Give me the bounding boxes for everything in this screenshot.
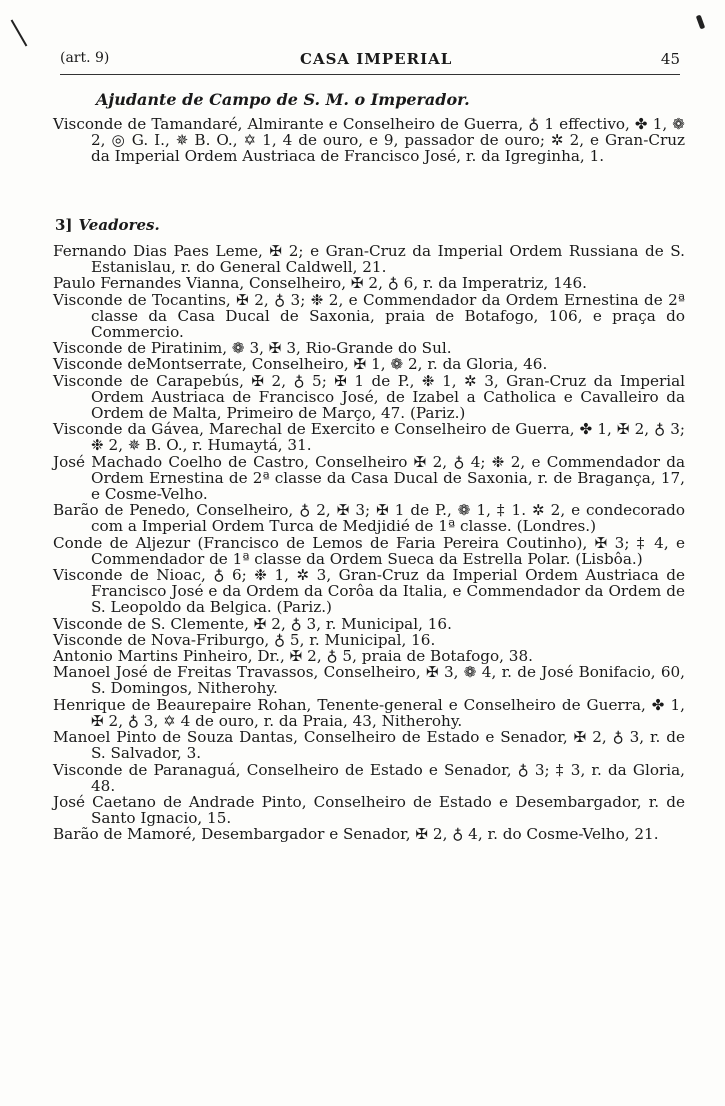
section-title-veadores <box>55 216 160 234</box>
running-header <box>60 48 680 75</box>
entry-item: Manoel José de Freitas Travassos, Conselheiro, ✠ 3, ❁ 4, r. de José Bonifacio, 60, S. Domingos, Nitherohy. <box>53 663 685 698</box>
entry-item: Visconde de Carapebús, ✠ 2, ♁ 5; ✠ 1 de P., ❉ 1, ✲ 3, Gran-Cruz da Imperial Ordem Austriaca de Francisco José, de Izabel a Catholica e Cavalleiro da Ordem de Malta, Primeiro de Março, 47. (Pariz.) <box>53 371 685 423</box>
section-number: 3] <box>55 216 73 234</box>
page-number: 45 <box>660 50 680 68</box>
section-title-ajudante: Ajudante de Campo de S. M. o Imperador. <box>96 90 470 109</box>
section-title-text: Veadores. <box>78 216 160 234</box>
entry-item: Manoel Pinto de Souza Dantas, Conselheiro de Estado e Senador, ✠ 2, ♁ 3, r. de S. Salvador, 3. <box>53 728 685 763</box>
header-title: CASA IMPERIAL <box>300 50 453 68</box>
entry-item: Barão de Penedo, Conselheiro, ♁ 2, ✠ 3; ✠ 1 de P., ❁ 1, ‡ 1. ✲ 2, e condecorado com a Imperial Ordem Turca de Medjidié de 1ª classe. (Londres.) <box>53 501 685 536</box>
entry-item: Visconde de Nioac, ♁ 6; ❉ 1, ✲ 3, Gran-Cruz da Imperial Ordem Austriaca de Francisco José e da Ordem da Corôa da Italia, e Commendador da Ordem de S. Leopoldo da Belgica. (Pariz.) <box>53 566 685 617</box>
entry-item: Conde de Aljezur (Francisco de Lemos de Faria Pereira Coutinho), ✠ 3; ‡ 4, e Commendador de 1ª classe da Ordem Sueca da Estrella Polar. (Lisbôa.) <box>53 533 685 568</box>
entry-item: José Machado Coelho de Castro, Conselheiro ✠ 2, ♁ 4; ❉ 2, e Commendador da Ordem Ernestina de 2ª classe da Casa Ducal de Saxonia, r. de Bragança, 17, e Cosme-Velho. <box>53 452 685 504</box>
entry-item: José Caetano de Andrade Pinto, Conselheiro de Estado e Desembargador, r. de Santo Ignacio, 15. <box>53 792 685 828</box>
entry-item: Visconde de Paranaguá, Conselheiro de Estado e Senador, ♁ 3; ‡ 3, r. da Gloria, 48. <box>53 760 685 795</box>
entry-item: Paulo Fernandes Vianna, Conselheiro, ✠ 2, ♁ 6, r. da Imperatriz, 146. <box>53 274 587 293</box>
margin-mark <box>11 20 28 47</box>
entry-item: Visconde de S. Clemente, ✠ 2, ♁ 3, r. Municipal, 16. <box>53 614 452 633</box>
entry-item: Fernando Dias Paes Leme, ✠ 2; e Gran-Cruz da Imperial Ordem Russiana de S. Estanislau, r. do General Caldwell, 21. <box>53 242 685 277</box>
corner-mark <box>696 15 705 30</box>
entry-item: Visconde de Nova-Friburgo, ♁ 5, r. Municipal, 16. <box>53 630 436 649</box>
entry-tamandare: Visconde de Tamandaré, Almirante e Conselheiro de Guerra, ♁ 1 effectivo, ✤ 1, ❁ 2, ◎ G. I., ✵ B. O., ✡ 1, 4 de ouro, e 9, passador de ouro; ✲ 2, e Gran-Cruz da Imperial Ordem Austriaca de Francisco José, r. da Igreginha, 1. <box>53 115 685 166</box>
section-veadores-entries <box>53 243 685 843</box>
article-reference: (art. 9) <box>60 50 110 66</box>
entry-item: Visconde de Tocantins, ✠ 2, ♁ 3; ❉ 2, e Commendador da Ordem Ernestina de 2ª classe da Casa Ducal de Saxonia, praia de Botafogo, 106, e praça do Commercio. <box>53 290 685 342</box>
entry-item: Visconde da Gávea, Marechal de Exercito e Conselheiro de Guerra, ✤ 1, ✠ 2, ♁ 3; ❉ 2, ✵ B. O., r. Humaytá, 31. <box>53 420 685 455</box>
entry-item: Antonio Martins Pinheiro, Dr., ✠ 2, ♁ 5, praia de Botafogo, 38. <box>53 647 533 666</box>
entry-item: Visconde deMontserrate, Conselheiro, ✠ 1, ❁ 2, r. da Gloria, 46. <box>53 355 548 374</box>
entry-item: Henrique de Beaurepaire Rohan, Tenente-general e Conselheiro de Guerra, ✤ 1, ✠ 2, ♁ 3, ✡ 4 de ouro, r. da Praia, 43, Nitherohy. <box>53 695 685 730</box>
entry-item: Barão de Mamoré, Desembargador e Senador, ✠ 2, ♁ 4, r. do Cosme-Velho, 21. <box>53 825 659 844</box>
entry-item: Visconde de Piratinim, ❁ 3, ✠ 3, Rio-Grande do Sul. <box>53 339 452 358</box>
section-ajudante-entries <box>53 116 685 165</box>
